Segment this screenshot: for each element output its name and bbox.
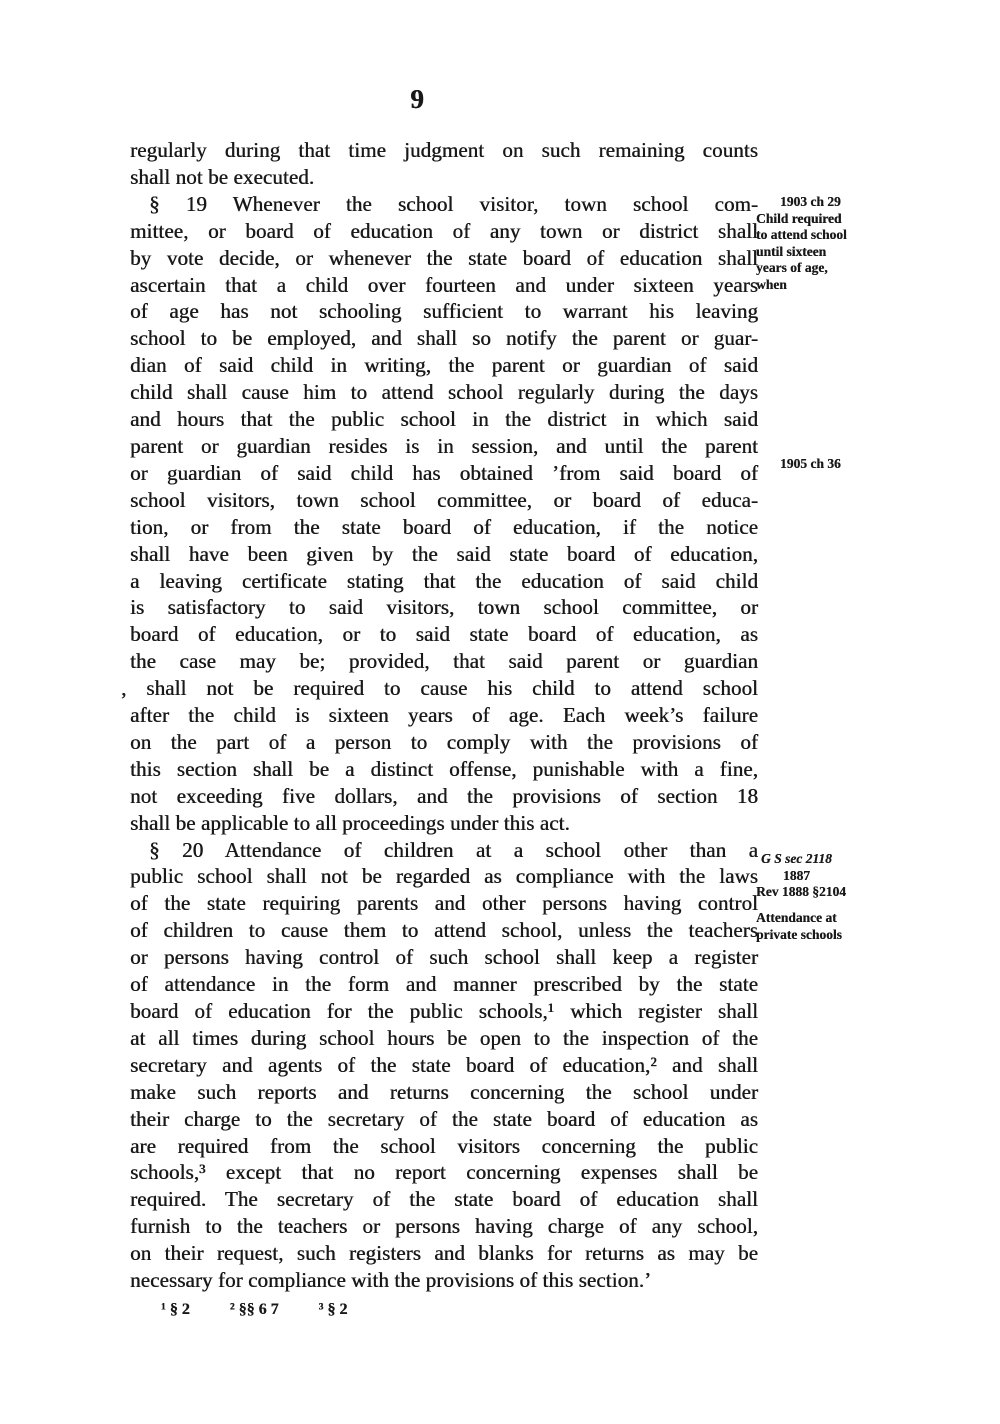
text-line: schools,³ except that no report concerning expenses shall be [130,1160,758,1185]
text-line: child shall cause him to attend school regularly during the days [130,380,758,405]
margin-note-line: G S sec 2118 [761,851,832,866]
margin-note-line: 1887 [783,867,810,883]
text-line: school visitors, town school committee, or board of educa- [130,487,758,512]
text-line: of age has not schooling sufficient to warrant his leaving [130,299,758,324]
text-line: dian of said child in writing, the parent or guardian of said [130,353,758,378]
margin-note-line: Rev 1888 §2104 [756,884,846,899]
footnote-item: ² §§ 6 7 [229,1301,279,1318]
text-line: , shall not be required to cause his child to attend school [121,676,758,701]
text-line: required. The secretary of the state board of education shall [130,1187,758,1212]
margin-note-line: 1905 ch 36 [780,456,841,471]
text-line: of children to cause them to attend school, unless the teachers [130,918,758,943]
text-line: on the part of a person to comply with the provisions of [130,729,758,754]
text-line: secretary and agents of the state board of education,² and shall [130,1052,758,1077]
text-line: shall not be executed. [130,164,315,189]
text-line: public school shall not be regarded as compliance with the laws [130,864,758,889]
text-line: school to be employed, and shall so notify the parent or guar- [130,326,758,351]
text-line: at all times during school hours be open to the inspection of the [130,1025,758,1050]
text-line: are required from the school visitors concerning the public [130,1133,758,1158]
text-line: § 19 Whenever the school visitor, town school com- [149,191,758,216]
text-line: their charge to the secretary of the state board of education as [130,1106,758,1131]
text-line: this section shall be a distinct offense, punishable with a fine, [130,756,758,781]
text-line: make such reports and returns concerning the school under [130,1079,758,1104]
text-line: after the child is sixteen years of age. Each week’s failure [130,703,758,728]
margin-note-line: years of age, [756,260,828,275]
text-line: necessary for compliance with the provisions of this section.’ [130,1268,652,1293]
page-number: 9 [410,84,424,114]
text-line: and hours that the public school in the district in which said [130,407,758,432]
text-line: shall have been given by the said state board of education, [130,541,758,566]
footnotes [161,1301,347,1319]
text-line: board of education for the public schools,¹ which register shall [130,999,758,1023]
text-line: shall be applicable to all proceedings under this act. [130,810,570,835]
text-line: furnish to the teachers or persons having charge of any school, [130,1214,758,1239]
text-line: on their request, such registers and blanks for returns as may be [130,1241,758,1266]
margin-note-line: 1903 ch 29 [780,194,841,209]
text-line: by vote decide, or whenever the state board of education shall [130,245,758,270]
text-line: ascertain that a child over fourteen and under sixteen years [130,272,758,297]
margin-note [756,456,894,473]
text-line: not exceeding five dollars, and the provisions of section 18 [130,783,758,808]
text-line: mittee, or board of education of any town or district shall [130,218,758,243]
margin-note [756,910,894,943]
body-text [121,137,758,1294]
text-line: § 20 Attendance of children at a school other than a [149,837,758,862]
text-line: or guardian of said child has obtained ʼfrom said board of [130,460,758,485]
margin-note-line: private schools [756,926,842,942]
margin-note [756,194,894,293]
text-line: board of education, or to said state board of education, as [130,622,758,647]
text-line: regularly during that time judgment on such remaining counts [130,138,758,162]
margin-notes [756,0,894,1424]
text-line: the case may be; provided, that said parent or guardian [130,649,758,674]
margin-note [756,851,894,901]
margin-note-line: when [756,276,787,292]
margin-note-line: to attend school [756,227,847,242]
margin-note-line: Attendance at [756,910,837,925]
footnote-item: ³ § 2 [318,1301,348,1318]
margin-note-line: Child required [756,210,842,226]
text-line: of the state requiring parents and other persons having control [130,891,758,916]
text-line: of attendance in the form and manner prescribed by the state [130,972,758,997]
footnote-item: ¹ § 2 [161,1301,190,1318]
text-line: a leaving certificate stating that the education of said child [130,568,758,593]
text-line: is satisfactory to said visitors, town school committee, or [130,595,758,620]
text-line: or persons having control of such school shall keep a register [130,945,758,970]
text-line: parent or guardian resides is in session, and until the parent [130,433,758,458]
margin-note-line: until sixteen [756,243,827,259]
text-line: tion, or from the state board of education, if the notice [130,514,758,539]
